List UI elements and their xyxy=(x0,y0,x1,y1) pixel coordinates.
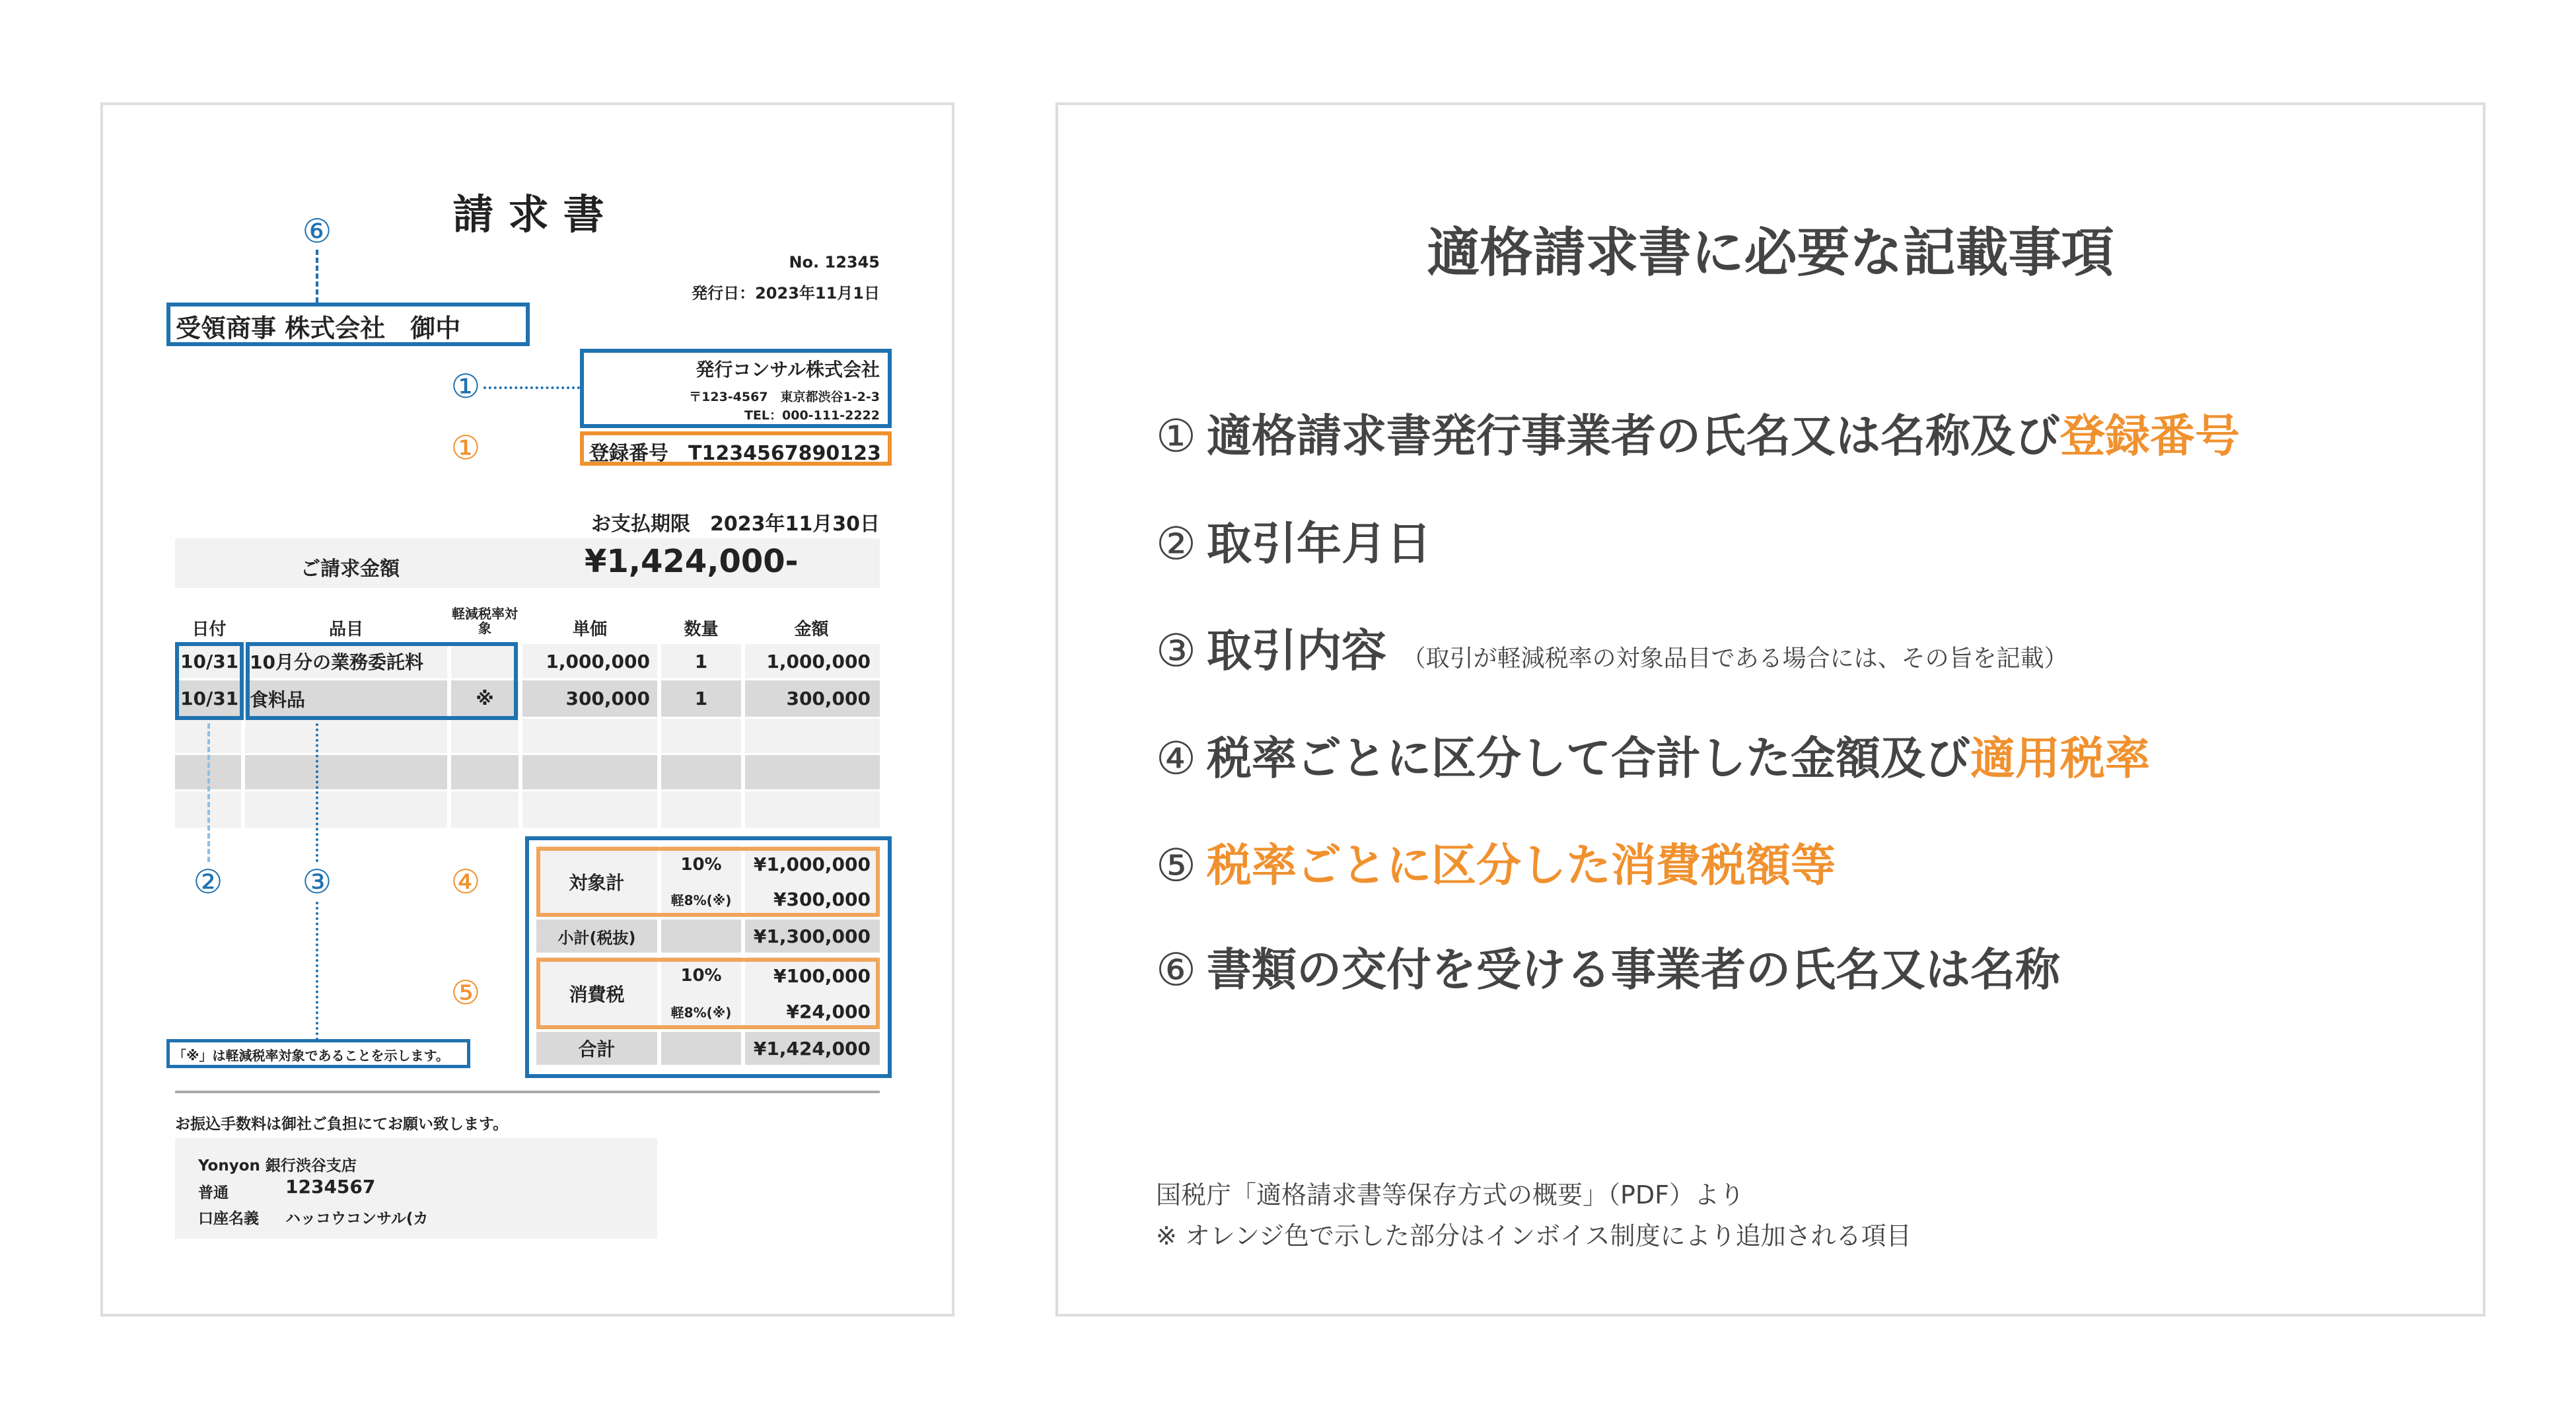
issuer-tel: TEL：000-111-2222 xyxy=(744,408,880,423)
row1-item: 10月分の業務委託料 xyxy=(250,651,423,673)
marker-1-blue: ① xyxy=(450,367,481,406)
account-holder: ハッコウコンサル(カ xyxy=(285,1210,429,1227)
requirement-text: 適格請求書発行事業者の氏名又は名称及び xyxy=(1206,410,2060,463)
amount-label: ご請求金額 xyxy=(301,558,400,581)
reduced-rate-note: 「※」は軽減税率対象であることを示します。 xyxy=(173,1048,449,1064)
date-highlight-box xyxy=(175,642,244,720)
tax-10-rate: 10% xyxy=(680,966,722,986)
issuer-address: 〒123-4567 東京都渋谷1-2-3 xyxy=(689,390,880,404)
row2-date: 10/31 xyxy=(180,688,239,709)
row1-qty: 1 xyxy=(694,650,708,672)
tax-label: 消費税 xyxy=(569,984,625,1005)
footer-divider xyxy=(175,1091,880,1093)
marker-2-connector xyxy=(207,723,210,862)
requirement-number: ⑥ xyxy=(1156,944,1196,997)
source-citation: 国税庁「適格請求書等保存方式の概要」（PDF）より xyxy=(1156,1180,1745,1210)
row1-amount: 1,000,000 xyxy=(766,650,871,672)
col-amount: 金額 xyxy=(794,620,829,639)
requirement-highlight: 適用税率 xyxy=(1970,733,2150,785)
transfer-fee-note: お振込手数料は御社ご負担にてお願い致します。 xyxy=(175,1116,509,1133)
bank-name: Yonyon 銀行渋谷支店 xyxy=(198,1157,357,1174)
table-row-bg xyxy=(175,791,880,828)
target-8-rate: 軽8%(※) xyxy=(670,892,732,908)
tax-10-value: ¥100,000 xyxy=(773,964,871,987)
requirements-title: 適格請求書に必要な記載事項 xyxy=(1427,222,2114,283)
requirement-highlight: 税率ごとに区分した消費税額等 xyxy=(1206,840,1836,892)
marker-5: ⑤ xyxy=(450,974,481,1012)
row2-reduced: ※ xyxy=(476,688,494,709)
requirement-highlight: 登録番号 xyxy=(2059,410,2240,463)
orange-footnote: ※ オレンジ色で示した部分はインボイス制度により追加される項目 xyxy=(1156,1221,1912,1250)
target-10-rate: 10% xyxy=(680,854,722,875)
row1-price: 1,000,000 xyxy=(546,650,650,672)
due-date: お支払期限 2023年11月30日 xyxy=(591,513,880,536)
target-10-value: ¥1,000,000 xyxy=(753,853,871,875)
requirement-number: ④ xyxy=(1156,733,1196,785)
target-8-value: ¥300,000 xyxy=(773,888,871,910)
requirement-6 xyxy=(1156,935,2060,999)
tax-8-value: ¥24,000 xyxy=(786,1000,871,1023)
marker-1-orange: ① xyxy=(450,429,481,467)
marker-3-connector xyxy=(316,723,318,862)
requirement-number: ⑤ xyxy=(1156,840,1196,892)
table-row-bg xyxy=(175,719,880,753)
col-date: 日付 xyxy=(192,620,227,639)
amount-value: ¥1,424,000- xyxy=(585,543,799,580)
col-price: 単価 xyxy=(572,620,607,639)
account-holder-label: 口座名義 xyxy=(198,1210,259,1227)
requirement-number: ① xyxy=(1156,410,1196,463)
marker-2: ② xyxy=(193,863,223,901)
issue-date: 発行日：2023年11月1日 xyxy=(692,284,880,303)
marker-1-connector xyxy=(483,386,580,389)
row2-item: 食料品 xyxy=(250,688,306,711)
col-item: 品目 xyxy=(328,620,363,639)
requirement-1 xyxy=(1156,401,2240,465)
account-type: 普通 xyxy=(198,1184,229,1202)
total-value: ¥1,424,000 xyxy=(753,1037,871,1060)
account-number: 1234567 xyxy=(285,1176,376,1198)
row2-price: 300,000 xyxy=(565,688,650,709)
marker-4: ④ xyxy=(450,863,481,901)
item-highlight-box xyxy=(246,642,518,720)
row2-qty: 1 xyxy=(694,688,708,709)
subtotal-value: ¥1,300,000 xyxy=(753,925,871,947)
requirement-4 xyxy=(1156,723,2150,787)
requirement-text: 取引年月日 xyxy=(1206,518,1431,571)
col-reduced: 軽減税率対象 xyxy=(452,606,518,636)
requirement-text: 取引内容 xyxy=(1206,625,1386,678)
target-label: 対象計 xyxy=(569,872,625,894)
total-label: 合計 xyxy=(578,1038,616,1060)
registration-number: 登録番号 T1234567890123 xyxy=(589,442,881,465)
requirement-5 xyxy=(1156,830,1836,894)
marker-6-connector xyxy=(316,250,318,303)
invoice-title: 請 求 書 xyxy=(452,190,604,238)
table-row-bg xyxy=(175,755,880,789)
marker-3: ③ xyxy=(302,863,332,901)
col-qty: 数量 xyxy=(684,620,719,639)
tax-8-rate: 軽8%(※) xyxy=(670,1004,732,1021)
issuer-name: 発行コンサル株式会社 xyxy=(696,359,880,380)
row1-date: 10/31 xyxy=(180,650,239,672)
requirement-text: 書類の交付を受ける事業者の氏名又は名称 xyxy=(1206,944,2060,997)
row2-amount: 300,000 xyxy=(786,688,871,709)
requirement-text: 税率ごとに区分して合計した金額及び xyxy=(1206,733,1970,785)
subtotal-label: 小計(税抜) xyxy=(557,928,636,947)
recipient-name: 受領商事 株式会社 御中 xyxy=(176,314,461,343)
requirement-number: ③ xyxy=(1156,625,1196,678)
requirement-3 xyxy=(1156,616,2068,680)
invoice-number: No. 12345 xyxy=(789,253,880,271)
requirement-2 xyxy=(1156,509,1431,573)
marker-3-note-connector xyxy=(316,902,318,1040)
requirement-note: （取引が軽減税率の対象品目である場合には、その旨を記載） xyxy=(1402,645,2068,672)
requirement-number: ② xyxy=(1156,518,1196,571)
marker-6: ⑥ xyxy=(302,212,332,250)
